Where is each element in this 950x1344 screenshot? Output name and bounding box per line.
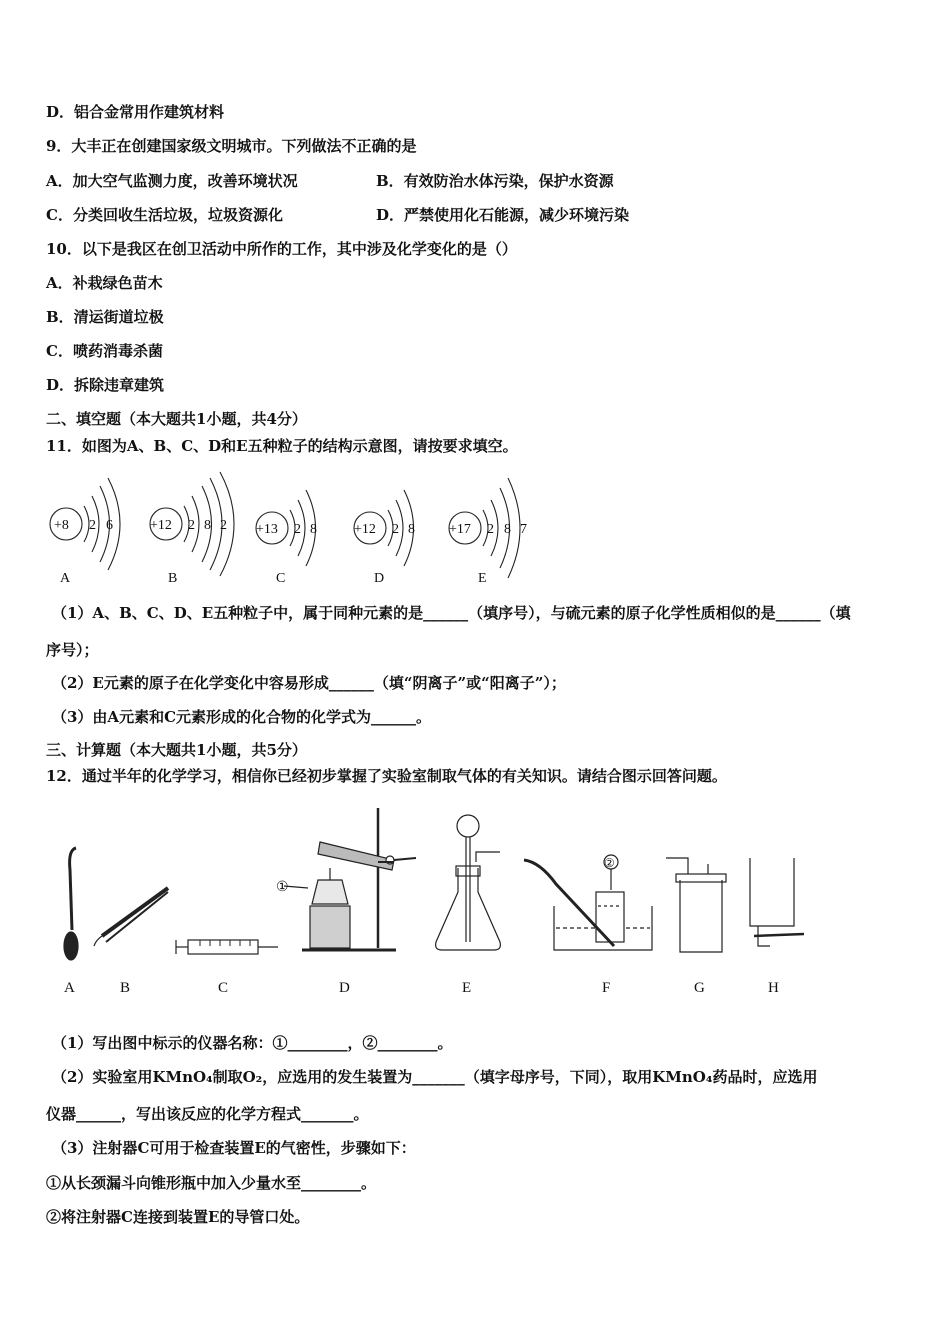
question-10: 10．以下是我区在创卫活动中所作的工作，其中涉及化学变化的是（）	[46, 240, 517, 258]
question-9: 9．大丰正在创建国家级文明城市。下列做法不正确的是	[46, 137, 417, 155]
apparatus-label-g: G	[694, 980, 705, 996]
atom-e-shell-3: 7	[520, 522, 527, 537]
atom-b-shell-1: 2	[188, 518, 195, 533]
apparatus-label-e: E	[462, 980, 472, 996]
heating-apparatus-icon	[284, 808, 416, 950]
question-12: 12．通过半年的化学学习，相信你已经初步掌握了实验室制取气体的有关知识。请结合图示回答问题。	[46, 767, 727, 785]
atom-b-shell-3: 2	[220, 518, 227, 533]
atom-a-shell-1: 2	[89, 518, 96, 533]
syringe-icon	[176, 940, 278, 954]
section-3-heading: 三、计算题（本大题共1小题，共5分）	[46, 741, 307, 759]
apparatus-label-h: H	[768, 980, 779, 996]
q12-step-2: ②将注射器C连接到装置E的导管口处。	[46, 1208, 310, 1226]
atom-a-nucleus: +8	[54, 518, 69, 533]
q10-option-a: A．补栽绿色苗木	[46, 274, 163, 292]
apparatus-label-f: F	[602, 980, 611, 996]
lab-apparatus-figure	[40, 800, 820, 1005]
atom-a-shell-2: 6	[106, 518, 113, 533]
q8-option-d: D．铝合金常用作建筑材料	[46, 103, 225, 121]
apparatus-label-c: C	[218, 980, 229, 996]
q12-part-1: （1）写出图中标示的仪器名称：①________，②________。	[52, 1034, 453, 1052]
q11-part-1a: （1）A、B、C、D、E五种粒子中，属于同种元素的是______（填序号），与硫元素的原子化学性质相似的是______（填	[52, 604, 851, 622]
q11-part-3: （3）由A元素和C元素形成的化合物的化学式为______。	[52, 708, 432, 726]
atom-e-nucleus: +17	[449, 522, 471, 537]
apparatus-label-a: A	[64, 980, 75, 996]
q9-option-c: C．分类回收生活垃圾，垃圾资源化	[46, 206, 283, 224]
marker-1: ①	[276, 880, 289, 895]
spoon-icon	[64, 848, 78, 960]
section-2-heading: 二、填空题（本大题共1小题，共4分）	[46, 410, 307, 428]
atom-b-nucleus: +12	[150, 518, 172, 533]
apparatus-label-d: D	[339, 980, 350, 996]
question-11: 11．如图为A、B、C、D和E五种粒子的结构示意图，请按要求填空。	[46, 437, 518, 455]
atom-c-label: C	[276, 571, 286, 586]
atom-c-nucleus: +13	[256, 522, 278, 537]
conical-flask-icon	[436, 815, 501, 950]
q10-option-d: D．拆除违章建筑	[46, 376, 165, 394]
atom-e-label: E	[478, 571, 487, 586]
atom-structure-figure	[40, 468, 560, 590]
atom-e-shell-1: 2	[487, 522, 494, 537]
q9-option-b: B．有效防治水体污染，保护水资源	[376, 172, 614, 190]
inverted-bottle-icon	[750, 858, 804, 946]
atom-d-nucleus: +12	[354, 522, 376, 537]
atom-c-shell-1: 2	[294, 522, 301, 537]
q12-part-3: （3）注射器C可用于检查装置E的气密性，步骤如下：	[52, 1139, 416, 1157]
q9-option-a: A．加大空气监测力度，改善环境状况	[46, 172, 298, 190]
atom-d-label: D	[374, 571, 385, 586]
tweezers-icon	[94, 888, 168, 946]
atom-b-label: B	[168, 571, 178, 586]
water-trough-icon	[524, 855, 652, 950]
q11-part-1b: 序号）；	[46, 641, 99, 659]
atom-d-shell-2: 8	[408, 522, 415, 537]
atom-a-label: A	[60, 571, 71, 586]
apparatus-label-b: B	[120, 980, 131, 996]
atom-e-shell-2: 8	[504, 522, 511, 537]
q11-part-2: （2）E元素的原子在化学变化中容易形成______（填“阴离子”或“阳离子”）；	[52, 674, 566, 692]
marker-2: ②	[604, 856, 615, 870]
q10-option-b: B．清运街道垃极	[46, 308, 164, 326]
atom-c-shell-2: 8	[310, 522, 317, 537]
atom-d-shell-1: 2	[392, 522, 399, 537]
q12-part-2a: （2）实验室用KMnO₄制取O₂，应选用的发生装置为_______（填字母序号，下同），取用KMnO₄药品时，应选用	[52, 1068, 818, 1086]
q12-step-1: ①从长颈漏斗向锥形瓶中加入少量水至________。	[46, 1174, 377, 1192]
q12-part-2b: 仪器______，写出该反应的化学方程式_______。	[46, 1105, 369, 1123]
atom-b-shell-2: 8	[204, 518, 211, 533]
q9-option-d: D．严禁使用化石能源，减少环境污染	[376, 206, 630, 224]
q10-option-c: C．喷药消毒杀菌	[46, 342, 163, 360]
gas-bottle-icon	[666, 858, 726, 952]
